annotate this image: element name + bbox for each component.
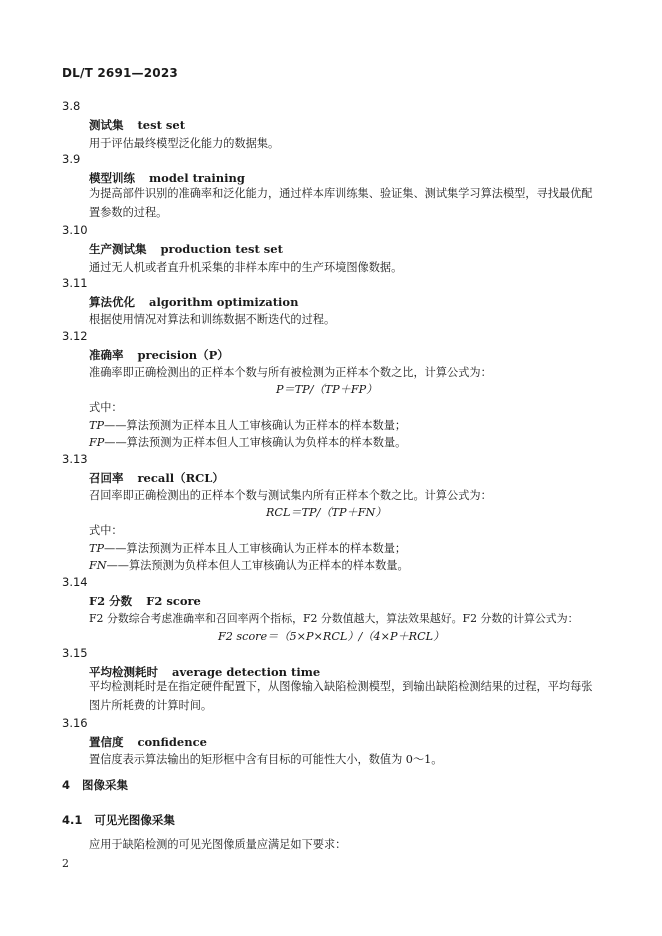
clause-number: 3.16 [62, 716, 88, 730]
term-definition: 通过无人机或者直升机采集的非样本库中的生产环境图像数据。 [89, 261, 403, 274]
page-number: 2 [62, 857, 69, 870]
term-definition: 平均检测耗时是在指定硬件配置下，从图像输入缺陷检测模型，到输出缺陷检测结果的过程，平均每张图片所耗费的计算时间。 [89, 680, 593, 712]
where-label: 式中： [89, 401, 123, 414]
symbol-definition: FP——算法预测为正样本但人工审核确认为负样本的样本数量。 [89, 436, 407, 449]
term-definition: F2 分数综合考虑准确率和召回率两个指标，F2 分数值越大，算法效果越好。F2 分数的计算公式为： [89, 612, 579, 625]
term-title: 测试集 test set [89, 118, 186, 132]
term-title: 召回率 recall（RCL） [89, 471, 224, 485]
clause-number: 3.11 [62, 276, 88, 290]
term-definition: 召回率即正确检测出的正样本个数与测试集内所有正样本个数之比。计算公式为： [89, 489, 492, 502]
term-title: 算法优化 algorithm optimization [89, 295, 299, 309]
subsection-text: 应用于缺陷检测的可见光图像质量应满足如下要求： [89, 838, 347, 851]
term-definition: 准确率即正确检测出的正样本个数与所有被检测为正样本个数之比，计算公式为： [89, 366, 492, 379]
formula-precision: P＝TP/（TP＋FP） [276, 383, 378, 396]
formula-f2-score: F2 score＝（5×P×RCL）/（4×P＋RCL） [218, 630, 445, 643]
term-title: F2 分数 F2 score [89, 594, 201, 608]
term-title: 生产测试集 production test set [89, 242, 283, 256]
clause-number: 3.12 [62, 329, 88, 343]
term-title: 平均检测耗时 average detection time [89, 665, 321, 679]
term-title: 置信度 confidence [89, 735, 207, 749]
clause-number: 3.15 [62, 646, 88, 660]
term-title: 准确率 precision（P） [89, 348, 229, 362]
where-label: 式中： [89, 524, 123, 537]
subsection-heading: 4.1 可见光图像采集 [62, 813, 175, 827]
clause-number: 3.8 [62, 99, 81, 113]
symbol-definition: TP——算法预测为正样本且人工审核确认为正样本的样本数量； [89, 542, 407, 555]
standard-header: DL/T 2691—2023 [62, 66, 178, 80]
term-definition: 用于评估最终模型泛化能力的数据集。 [89, 137, 280, 150]
clause-number: 3.10 [62, 223, 88, 237]
clause-number: 3.13 [62, 452, 88, 466]
formula-recall: RCL＝TP/（TP＋FN） [266, 506, 387, 519]
term-definition: 置信度表示算法输出的矩形框中含有目标的可能性大小，数值为 0～1。 [89, 753, 443, 766]
symbol-definition: TP——算法预测为正样本且人工审核确认为正样本的样本数量； [89, 419, 407, 432]
clause-number: 3.14 [62, 575, 88, 589]
symbol-definition: FN——算法预测为负样本但人工审核确认为正样本的样本数量。 [89, 559, 409, 572]
term-definition: 根据使用情况对算法和训练数据不断迭代的过程。 [89, 313, 336, 326]
term-title: 模型训练 model training [89, 171, 245, 185]
section-heading: 4 图像采集 [62, 778, 129, 792]
term-definition: 为提高部件识别的准确率和泛化能力，通过样本库训练集、验证集、测试集学习算法模型，寻找最优配置参数的过程。 [89, 187, 593, 219]
clause-number: 3.9 [62, 152, 81, 166]
